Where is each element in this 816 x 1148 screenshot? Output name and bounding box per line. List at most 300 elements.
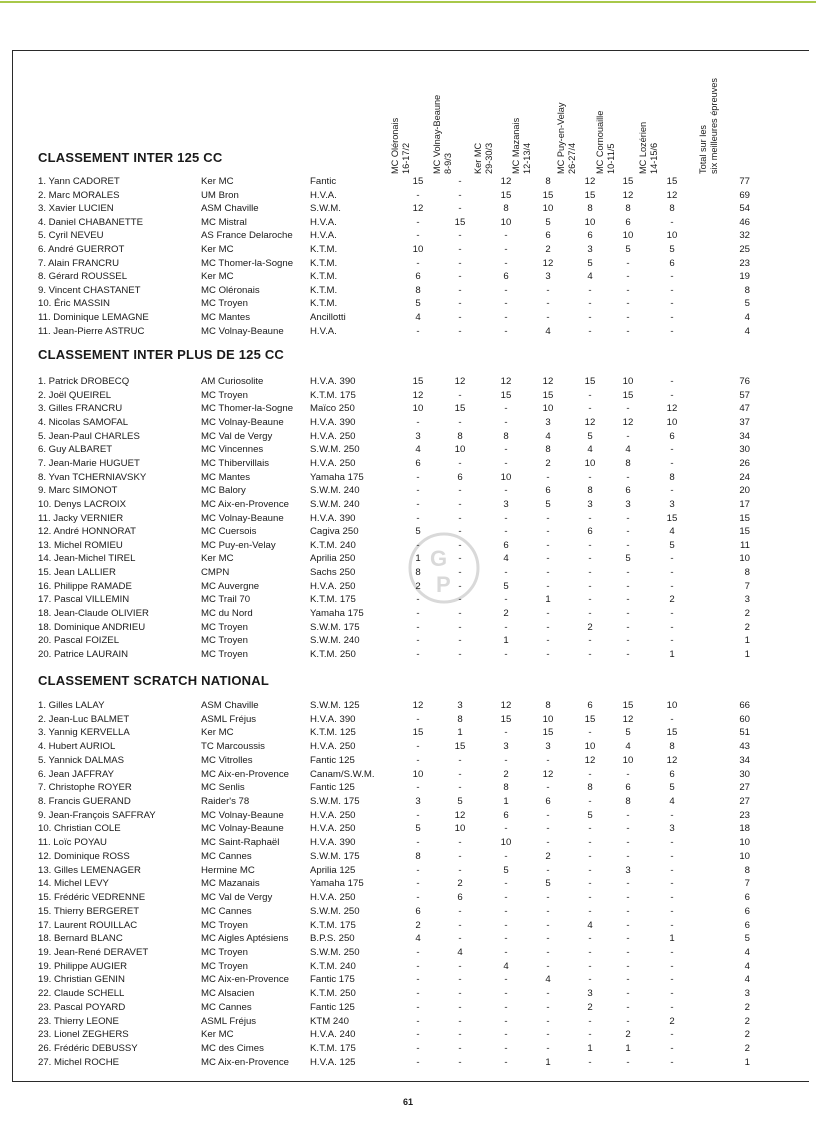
- table-row: [0, 905, 816, 919]
- table-row: [0, 740, 816, 754]
- points-cell: -: [546, 1029, 550, 1041]
- points-cell: -: [458, 176, 462, 187]
- table-row: [0, 919, 816, 933]
- points-cell: 15: [584, 713, 596, 725]
- points-cell: 8: [415, 284, 421, 296]
- points-cell: -: [504, 1029, 508, 1041]
- table-row: [0, 498, 816, 512]
- points-cell: -: [588, 796, 592, 808]
- points-cell: -: [416, 754, 420, 766]
- points-cell: 15: [542, 389, 554, 401]
- points-cell: -: [458, 594, 462, 606]
- points-cell: 4: [587, 271, 593, 283]
- club-name: MC Mazanais: [201, 878, 260, 890]
- points-cell: -: [416, 649, 420, 660]
- motorcycle: H.V.A. 250: [310, 892, 356, 904]
- points-cell: -: [546, 284, 550, 296]
- club-name: MC Volnay-Beaune: [201, 416, 284, 428]
- points-cell: -: [588, 960, 592, 972]
- points-cell: -: [546, 946, 550, 958]
- club-name: MC Cannes: [201, 1001, 252, 1013]
- points-cell: 3: [587, 244, 593, 255]
- total-cell: 69: [739, 189, 750, 201]
- table-row: [0, 375, 816, 389]
- points-cell: -: [504, 933, 508, 945]
- points-cell: -: [546, 837, 550, 849]
- points-cell: 4: [457, 946, 463, 958]
- points-cell: -: [626, 946, 630, 958]
- points-cell: 12: [500, 700, 512, 711]
- total-cell: 5: [744, 933, 750, 945]
- points-cell: 2: [503, 768, 509, 780]
- club-name: Ker MC: [201, 727, 234, 739]
- points-cell: -: [504, 754, 508, 766]
- motorcycle: H.V.A. 125: [310, 1056, 356, 1068]
- club-name: Ker MC: [201, 271, 234, 283]
- rider-name: 13. Michel ROMIEU: [38, 539, 123, 551]
- club-name: Ker MC: [201, 176, 234, 187]
- table-row: [0, 960, 816, 974]
- table-row: [0, 987, 816, 1001]
- motorcycle: Aprilia 250: [310, 553, 356, 565]
- points-cell: -: [458, 244, 462, 255]
- motorcycle: KTM 240: [310, 1015, 349, 1027]
- points-cell: 6: [457, 892, 463, 904]
- club-name: MC Volnay-Beaune: [201, 809, 284, 821]
- points-cell: 12: [666, 403, 678, 415]
- total-cell: 77: [739, 176, 750, 187]
- points-cell: 12: [622, 416, 634, 428]
- rider-name: 17. Laurent ROUILLAC: [38, 919, 138, 931]
- club-name: ASML Fréjus: [201, 1015, 257, 1027]
- total-cell: 26: [739, 457, 750, 469]
- points-cell: -: [588, 946, 592, 958]
- points-cell: -: [670, 635, 674, 647]
- column-header-8: [698, 56, 764, 174]
- points-cell: -: [588, 635, 592, 647]
- club-name: TC Marcoussis: [201, 741, 265, 753]
- points-cell: -: [416, 189, 420, 201]
- points-cell: -: [504, 284, 508, 296]
- total-cell: 23: [739, 809, 750, 821]
- club-name: ASM Chaville: [201, 203, 259, 215]
- points-cell: 4: [669, 526, 675, 538]
- points-cell: -: [588, 1056, 592, 1068]
- club-name: MC Volnay-Beaune: [201, 823, 284, 835]
- table-row: [0, 257, 816, 271]
- rider-name: 6. André GUERROT: [38, 244, 125, 255]
- club-name: MC Mantes: [201, 312, 251, 323]
- points-cell: -: [626, 512, 630, 524]
- points-cell: -: [416, 608, 420, 620]
- rider-name: 4. Hubert AURIOL: [38, 741, 116, 753]
- total-cell: 2: [744, 1015, 750, 1027]
- points-cell: 3: [545, 416, 551, 428]
- table-row: [0, 768, 816, 782]
- points-cell: -: [546, 1043, 550, 1054]
- total-cell: 4: [744, 325, 750, 337]
- total-cell: 3: [744, 988, 750, 1000]
- points-cell: 12: [412, 203, 424, 215]
- points-cell: 12: [584, 754, 596, 766]
- points-cell: 4: [587, 919, 593, 931]
- points-cell: -: [546, 553, 550, 565]
- points-cell: 3: [503, 498, 509, 510]
- points-cell: 5: [625, 553, 631, 565]
- points-cell: -: [416, 1043, 420, 1054]
- points-cell: 10: [500, 216, 512, 228]
- rider-name: 7. Alain FRANCRU: [38, 257, 120, 269]
- points-cell: -: [458, 580, 462, 592]
- points-cell: -: [588, 325, 592, 337]
- points-cell: 2: [587, 1001, 593, 1013]
- motorcycle: K.T.M.: [310, 298, 338, 310]
- points-cell: -: [546, 580, 550, 592]
- points-cell: 2: [415, 580, 421, 592]
- points-cell: -: [416, 257, 420, 269]
- motorcycle: H.V.A. 240: [310, 1029, 356, 1041]
- rider-name: 10. Denys LACROIX: [38, 498, 126, 510]
- points-cell: 12: [500, 376, 512, 387]
- points-cell: -: [588, 594, 592, 606]
- points-cell: -: [588, 892, 592, 904]
- points-cell: -: [546, 809, 550, 821]
- club-name: MC Troyen: [201, 298, 248, 310]
- total-cell: 2: [744, 1029, 750, 1041]
- table-row: [0, 850, 816, 864]
- motorcycle: Sachs 250: [310, 567, 356, 579]
- points-cell: -: [546, 621, 550, 633]
- points-cell: -: [588, 1029, 592, 1041]
- points-cell: -: [416, 837, 420, 849]
- points-cell: 4: [669, 796, 675, 808]
- points-cell: 4: [415, 312, 421, 323]
- points-cell: 1: [545, 594, 551, 606]
- column-header-label: MC Lozérien 14-15/6: [638, 121, 659, 174]
- table-row: [0, 430, 816, 444]
- points-cell: -: [546, 864, 550, 876]
- points-cell: 8: [545, 176, 551, 187]
- points-cell: -: [416, 1029, 420, 1041]
- motorcycle: H.V.A. 390: [310, 713, 356, 725]
- total-cell: 6: [744, 919, 750, 931]
- total-cell: 7: [744, 878, 750, 890]
- club-name: MC Volnay-Beaune: [201, 325, 284, 337]
- points-cell: -: [626, 471, 630, 483]
- rider-name: 11. Jean-Pierre ASTRUC: [38, 325, 145, 337]
- points-cell: -: [626, 539, 630, 551]
- club-name: MC Val de Vergy: [201, 892, 273, 904]
- points-cell: -: [626, 988, 630, 1000]
- total-cell: 24: [739, 471, 750, 483]
- motorcycle: H.V.A. 390: [310, 416, 356, 428]
- points-cell: -: [546, 1015, 550, 1027]
- points-cell: 10: [584, 741, 596, 753]
- motorcycle: H.V.A. 390: [310, 376, 356, 387]
- points-cell: -: [670, 271, 674, 283]
- points-cell: 5: [625, 244, 631, 255]
- rider-name: 20. Patrice LAURAIN: [38, 649, 129, 660]
- table-row: [0, 932, 816, 946]
- points-cell: 12: [500, 176, 512, 187]
- points-cell: 10: [500, 471, 512, 483]
- total-cell: 1: [744, 1056, 750, 1068]
- points-cell: 8: [457, 430, 463, 442]
- section-title: CLASSEMENT INTER 125 CC: [38, 150, 223, 165]
- points-cell: -: [504, 905, 508, 917]
- club-name: MC Troyen: [201, 649, 248, 660]
- points-cell: -: [458, 325, 462, 337]
- points-cell: 6: [415, 905, 421, 917]
- club-name: MC Troyen: [201, 919, 248, 931]
- motorcycle: H.V.A. 390: [310, 837, 356, 849]
- points-cell: 1: [503, 796, 509, 808]
- points-cell: 2: [503, 608, 509, 620]
- table-row: [0, 754, 816, 768]
- table-row: [0, 1028, 816, 1042]
- points-cell: -: [504, 1056, 508, 1068]
- table-row: [0, 311, 816, 325]
- points-cell: -: [588, 864, 592, 876]
- points-cell: -: [670, 988, 674, 1000]
- points-cell: 1: [669, 649, 675, 660]
- points-cell: 10: [454, 444, 466, 456]
- total-cell: 19: [739, 271, 750, 283]
- club-name: Hermine MC: [201, 864, 255, 876]
- motorcycle: Canam/S.W.M.: [310, 768, 375, 780]
- total-cell: 4: [744, 946, 750, 958]
- points-cell: 15: [500, 713, 512, 725]
- points-cell: -: [626, 608, 630, 620]
- points-cell: -: [588, 403, 592, 415]
- points-cell: -: [588, 284, 592, 296]
- club-name: MC Thomer-la-Sogne: [201, 257, 294, 269]
- club-name: MC Aix-en-Provence: [201, 974, 289, 986]
- points-cell: -: [670, 312, 674, 323]
- points-cell: -: [626, 905, 630, 917]
- points-cell: -: [626, 312, 630, 323]
- points-cell: -: [626, 892, 630, 904]
- rider-name: 2. Joël QUEIREL: [38, 389, 112, 401]
- points-cell: -: [416, 864, 420, 876]
- points-cell: 4: [545, 974, 551, 986]
- motorcycle: S.W.M. 240: [310, 635, 360, 647]
- total-cell: 46: [739, 216, 750, 228]
- points-cell: -: [458, 203, 462, 215]
- points-cell: 8: [415, 850, 421, 862]
- points-cell: 2: [415, 919, 421, 931]
- club-name: Raider's 78: [201, 796, 250, 808]
- points-cell: 10: [666, 700, 678, 711]
- total-cell: 51: [739, 727, 750, 739]
- points-cell: -: [416, 498, 420, 510]
- points-cell: -: [504, 1015, 508, 1027]
- points-cell: 8: [545, 444, 551, 456]
- points-cell: -: [670, 892, 674, 904]
- points-cell: -: [458, 284, 462, 296]
- points-cell: -: [670, 608, 674, 620]
- total-cell: 18: [739, 823, 750, 835]
- points-cell: -: [504, 526, 508, 538]
- points-cell: -: [416, 594, 420, 606]
- points-cell: -: [670, 325, 674, 337]
- rider-name: 4. Nicolas SAMOFAL: [38, 416, 129, 428]
- table-row: [0, 809, 816, 823]
- points-cell: 5: [545, 878, 551, 890]
- points-cell: -: [588, 512, 592, 524]
- club-name: MC Trail 70: [201, 594, 251, 606]
- table-row: [0, 864, 816, 878]
- total-cell: 6: [744, 905, 750, 917]
- points-cell: -: [588, 727, 592, 739]
- motorcycle: H.V.A. 250: [310, 457, 356, 469]
- points-cell: 15: [500, 389, 512, 401]
- total-cell: 10: [739, 837, 750, 849]
- points-cell: 10: [622, 230, 634, 242]
- motorcycle: S.W.M. 250: [310, 905, 360, 917]
- points-cell: -: [626, 621, 630, 633]
- points-cell: 15: [542, 189, 554, 201]
- points-cell: -: [458, 567, 462, 579]
- rider-name: 17. Pascal VILLEMIN: [38, 594, 130, 606]
- motorcycle: Fantic 125: [310, 782, 355, 794]
- points-cell: -: [546, 892, 550, 904]
- points-cell: -: [458, 1056, 462, 1068]
- points-cell: -: [626, 809, 630, 821]
- rider-name: 27. Michel ROCHE: [38, 1056, 120, 1068]
- points-cell: -: [546, 933, 550, 945]
- motorcycle: S.W.M. 250: [310, 444, 360, 456]
- points-cell: 15: [666, 176, 678, 187]
- points-cell: -: [670, 457, 674, 469]
- points-cell: -: [416, 713, 420, 725]
- points-cell: 2: [545, 244, 551, 255]
- club-name: MC Troyen: [201, 621, 248, 633]
- points-cell: -: [670, 905, 674, 917]
- points-cell: 2: [625, 1029, 631, 1041]
- motorcycle: S.W.M. 240: [310, 485, 360, 497]
- rider-name: 9. Marc SIMONOT: [38, 485, 118, 497]
- points-cell: -: [626, 284, 630, 296]
- points-cell: -: [546, 754, 550, 766]
- total-cell: 34: [739, 430, 750, 442]
- points-cell: -: [416, 1056, 420, 1068]
- points-cell: -: [626, 1001, 630, 1013]
- points-cell: -: [670, 864, 674, 876]
- points-cell: 10: [500, 837, 512, 849]
- points-cell: -: [458, 649, 462, 660]
- points-cell: -: [416, 635, 420, 647]
- points-cell: 5: [503, 580, 509, 592]
- points-cell: -: [626, 974, 630, 986]
- points-cell: -: [626, 271, 630, 283]
- club-name: Ker MC: [201, 1029, 234, 1041]
- motorcycle: H.V.A.: [310, 230, 337, 242]
- column-header-label: MC Oléronais 16-17/2: [390, 117, 411, 174]
- points-cell: -: [670, 621, 674, 633]
- rider-name: 11. Jacky VERNIER: [38, 512, 124, 524]
- points-cell: -: [458, 512, 462, 524]
- club-name: UM Bron: [201, 189, 239, 201]
- points-cell: 2: [587, 621, 593, 633]
- points-cell: -: [588, 298, 592, 310]
- points-cell: 15: [412, 727, 424, 739]
- rider-name: 2. Marc MORALES: [38, 189, 120, 201]
- club-name: MC Vitrolles: [201, 754, 253, 766]
- points-cell: 10: [584, 457, 596, 469]
- points-cell: -: [458, 754, 462, 766]
- table-row: [0, 795, 816, 809]
- points-cell: 4: [415, 933, 421, 945]
- points-cell: -: [670, 1029, 674, 1041]
- points-cell: -: [504, 946, 508, 958]
- club-name: MC Cuersois: [201, 526, 257, 538]
- points-cell: -: [458, 1015, 462, 1027]
- table-row: [0, 175, 816, 189]
- motorcycle: Maïco 250: [310, 403, 355, 415]
- points-cell: -: [416, 988, 420, 1000]
- table-row: [0, 243, 816, 257]
- total-cell: 4: [744, 974, 750, 986]
- motorcycle: S.W.M. 125: [310, 700, 360, 711]
- points-cell: -: [458, 919, 462, 931]
- points-cell: -: [458, 485, 462, 497]
- points-cell: -: [546, 312, 550, 323]
- total-cell: 57: [739, 389, 750, 401]
- points-cell: -: [504, 594, 508, 606]
- points-cell: -: [626, 768, 630, 780]
- points-cell: 6: [669, 257, 675, 269]
- points-cell: -: [626, 298, 630, 310]
- points-cell: -: [546, 539, 550, 551]
- total-cell: 8: [744, 284, 750, 296]
- club-name: MC des Cimes: [201, 1043, 264, 1054]
- points-cell: -: [504, 1001, 508, 1013]
- rider-name: 15. Frédéric VEDRENNE: [38, 892, 146, 904]
- points-cell: -: [670, 919, 674, 931]
- points-cell: 15: [454, 741, 466, 753]
- table-row: [0, 512, 816, 526]
- points-cell: 5: [669, 539, 675, 551]
- motorcycle: S.W.M. 240: [310, 498, 360, 510]
- points-cell: -: [504, 457, 508, 469]
- points-cell: 5: [669, 244, 675, 255]
- club-name: MC Mistral: [201, 216, 247, 228]
- motorcycle: K.T.M. 175: [310, 389, 356, 401]
- points-cell: -: [458, 850, 462, 862]
- motorcycle: S.W.M. 175: [310, 850, 360, 862]
- points-cell: -: [504, 567, 508, 579]
- points-cell: 10: [454, 823, 466, 835]
- points-cell: -: [670, 376, 674, 387]
- club-name: CMPN: [201, 567, 230, 579]
- table-row: [0, 648, 816, 662]
- rider-name: 1. Gilles LALAY: [38, 700, 105, 711]
- points-cell: -: [416, 1015, 420, 1027]
- table-row: [0, 189, 816, 203]
- table-row: [0, 297, 816, 311]
- club-name: MC Aix-en-Provence: [201, 768, 289, 780]
- points-cell: 8: [545, 700, 551, 711]
- club-name: MC Vincennes: [201, 444, 264, 456]
- points-cell: 5: [587, 809, 593, 821]
- rider-name: 3. Yannig KERVELLA: [38, 727, 130, 739]
- points-cell: -: [458, 1029, 462, 1041]
- total-cell: 2: [744, 621, 750, 633]
- motorcycle: H.V.A. 250: [310, 741, 356, 753]
- points-cell: -: [626, 635, 630, 647]
- motorcycle: S.W.M.: [310, 203, 341, 215]
